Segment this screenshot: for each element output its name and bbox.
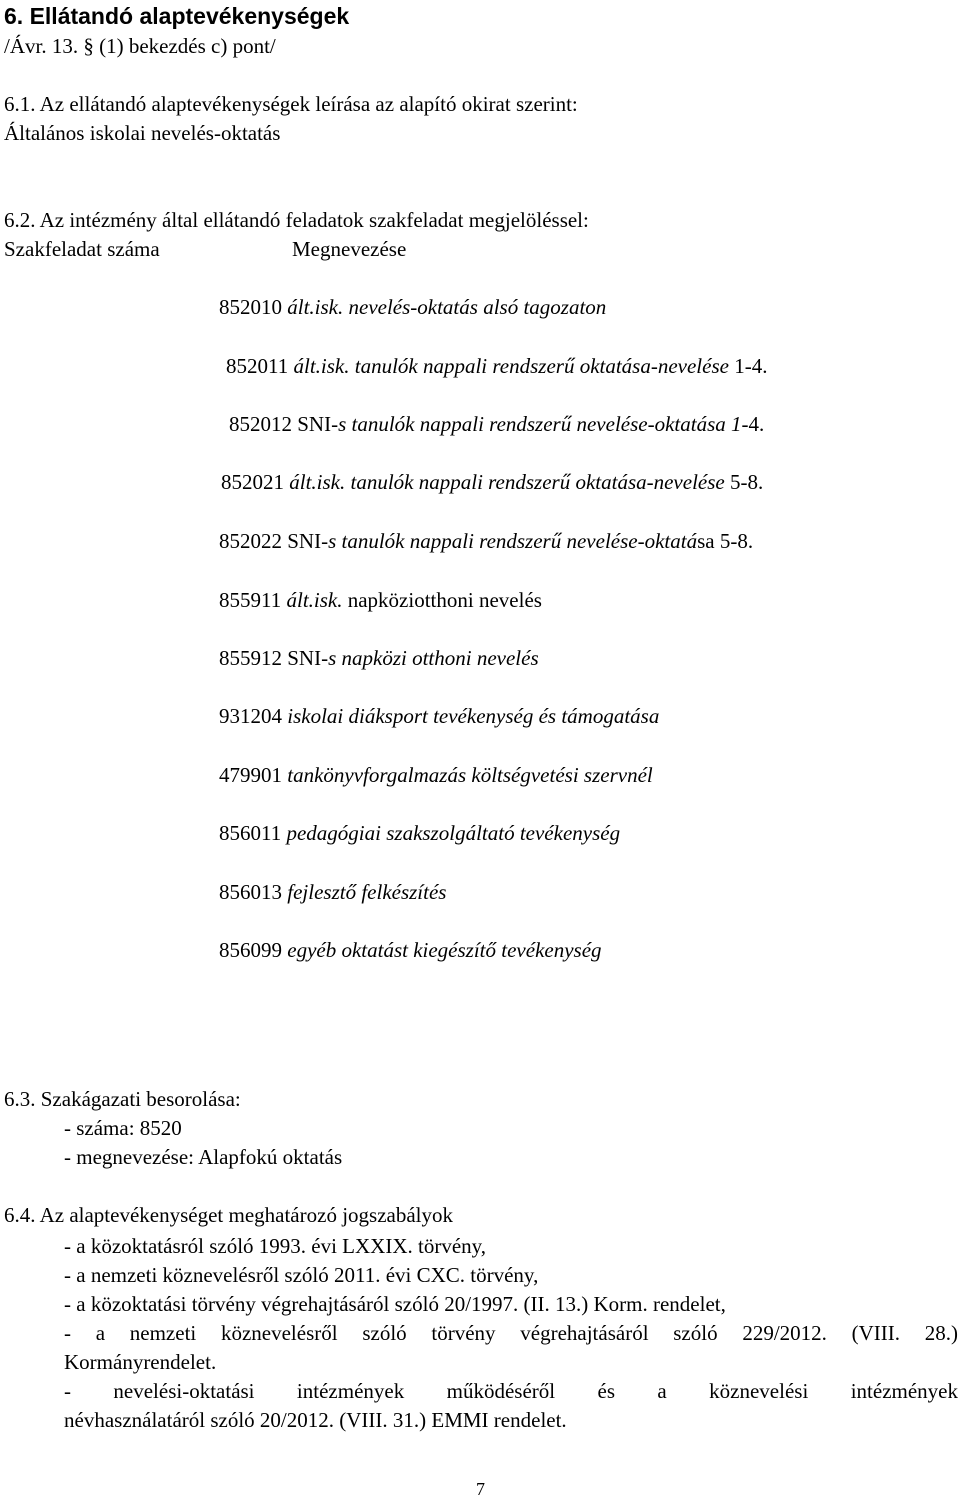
- section-6-1-text: Általános iskolai nevelés-oktatás: [4, 121, 281, 145]
- law-item: - a közoktatásról szóló 1993. évi LXXIX. törvény,: [64, 1234, 487, 1258]
- item-desc: s tanulók nappali rendszerű nevelése-oktatá: [328, 529, 698, 553]
- classification-name: - megnevezése: Alapfokú oktatás: [64, 1145, 343, 1169]
- item-prefix: SNI-: [287, 646, 329, 670]
- item-code: 852010: [219, 295, 282, 319]
- item-tail: 5-8.: [729, 470, 764, 494]
- item-tail: sa 5-8.: [697, 529, 754, 553]
- item-desc: egyéb oktatást kiegészítő tevékenység: [287, 938, 602, 962]
- item-code: 856099: [219, 938, 282, 962]
- item-prefix: SNI-: [297, 412, 339, 436]
- list-item: [219, 940, 602, 961]
- item-code: 852012: [229, 412, 292, 436]
- item-tail: -4.: [741, 412, 765, 436]
- section-6-4-title: 6.4. Az alaptevékenységet meghatározó jogszabályok: [4, 1203, 453, 1227]
- list-item: [221, 472, 763, 493]
- section-6-3-title: 6.3. Szakágazati besorolása:: [4, 1087, 241, 1111]
- section-6-2-title: 6.2. Az intézmény által ellátandó feladatok szakfeladat megjelöléssel:: [4, 208, 589, 232]
- item-tail: 1-4.: [734, 354, 768, 378]
- section-6-1-title: 6.1. Az ellátandó alaptevékenységek leírása az alapító okirat szerint:: [4, 92, 578, 116]
- list-item: [219, 297, 606, 318]
- section-heading: 6. Ellátandó alaptevékenységek: [4, 3, 350, 29]
- item-code: 931204: [219, 704, 282, 728]
- classification-number: - száma: 8520: [64, 1116, 182, 1140]
- item-desc: s tanulók nappali rendszerű nevelése-oktatása 1: [338, 412, 742, 436]
- item-code: 852021: [221, 470, 284, 494]
- law-item: - a nemzeti köznevelésről szóló 2011. évi CXC. törvény,: [64, 1263, 539, 1287]
- item-desc: ált.isk. nevelés-oktatás alsó tagozaton: [287, 295, 607, 319]
- item-desc: ált.isk. tanulók nappali rendszerű oktatása-nevelése: [293, 354, 729, 378]
- item-desc: fejlesztő felkészítés: [287, 880, 447, 904]
- item-code: 852011: [226, 354, 289, 378]
- item-tail: napköziotthoni nevelés: [347, 588, 542, 612]
- page-number: 7: [476, 1479, 485, 1499]
- list-item: [219, 531, 753, 552]
- column-header-name: Megnevezése: [292, 237, 407, 261]
- item-desc: ált.isk.: [286, 588, 343, 612]
- legal-reference: /Ávr. 13. § (1) bekezdés c) pont/: [4, 34, 276, 58]
- law-item: - a nemzeti köznevelésről szóló törvény végrehajtásáról szóló 229/2012. (VIII. 28.): [64, 1321, 958, 1345]
- item-code: 852022: [219, 529, 282, 553]
- list-item: [226, 356, 767, 377]
- item-desc: ált.isk. tanulók nappali rendszerű oktatása-nevelése: [289, 470, 725, 494]
- law-item: - nevelési-oktatási intézmények működéséről és a köznevelési intézmények: [64, 1379, 958, 1403]
- item-prefix: SNI-: [287, 529, 329, 553]
- item-desc: iskolai diáksport tevékenység és támogatása: [287, 704, 660, 728]
- list-item: [219, 648, 539, 669]
- list-item: [229, 414, 764, 435]
- item-code: 855911: [219, 588, 282, 612]
- item-code: 855912: [219, 646, 282, 670]
- item-desc: s napközi otthoni nevelés: [328, 646, 539, 670]
- item-code: 856011: [219, 821, 282, 845]
- item-code: 479901: [219, 763, 282, 787]
- item-code: 856013: [219, 880, 282, 904]
- list-item: [219, 765, 653, 786]
- law-item-continued: Kormányrendelet.: [64, 1350, 217, 1374]
- list-item: [219, 706, 659, 727]
- list-item: [219, 882, 446, 903]
- law-item: - a közoktatási törvény végrehajtásáról szóló 20/1997. (II. 13.) Korm. rendelet,: [64, 1292, 726, 1316]
- item-desc: pedagógiai szakszolgáltató tevékenység: [286, 821, 621, 845]
- list-item: [219, 590, 542, 611]
- column-header-code: Szakfeladat száma: [4, 237, 160, 261]
- item-desc: tankönyvforgalmazás költségvetési szervnél: [287, 763, 653, 787]
- list-item: [219, 823, 620, 844]
- law-item-continued: névhasználatáról szóló 20/2012. (VIII. 31.) EMMI rendelet.: [64, 1408, 567, 1432]
